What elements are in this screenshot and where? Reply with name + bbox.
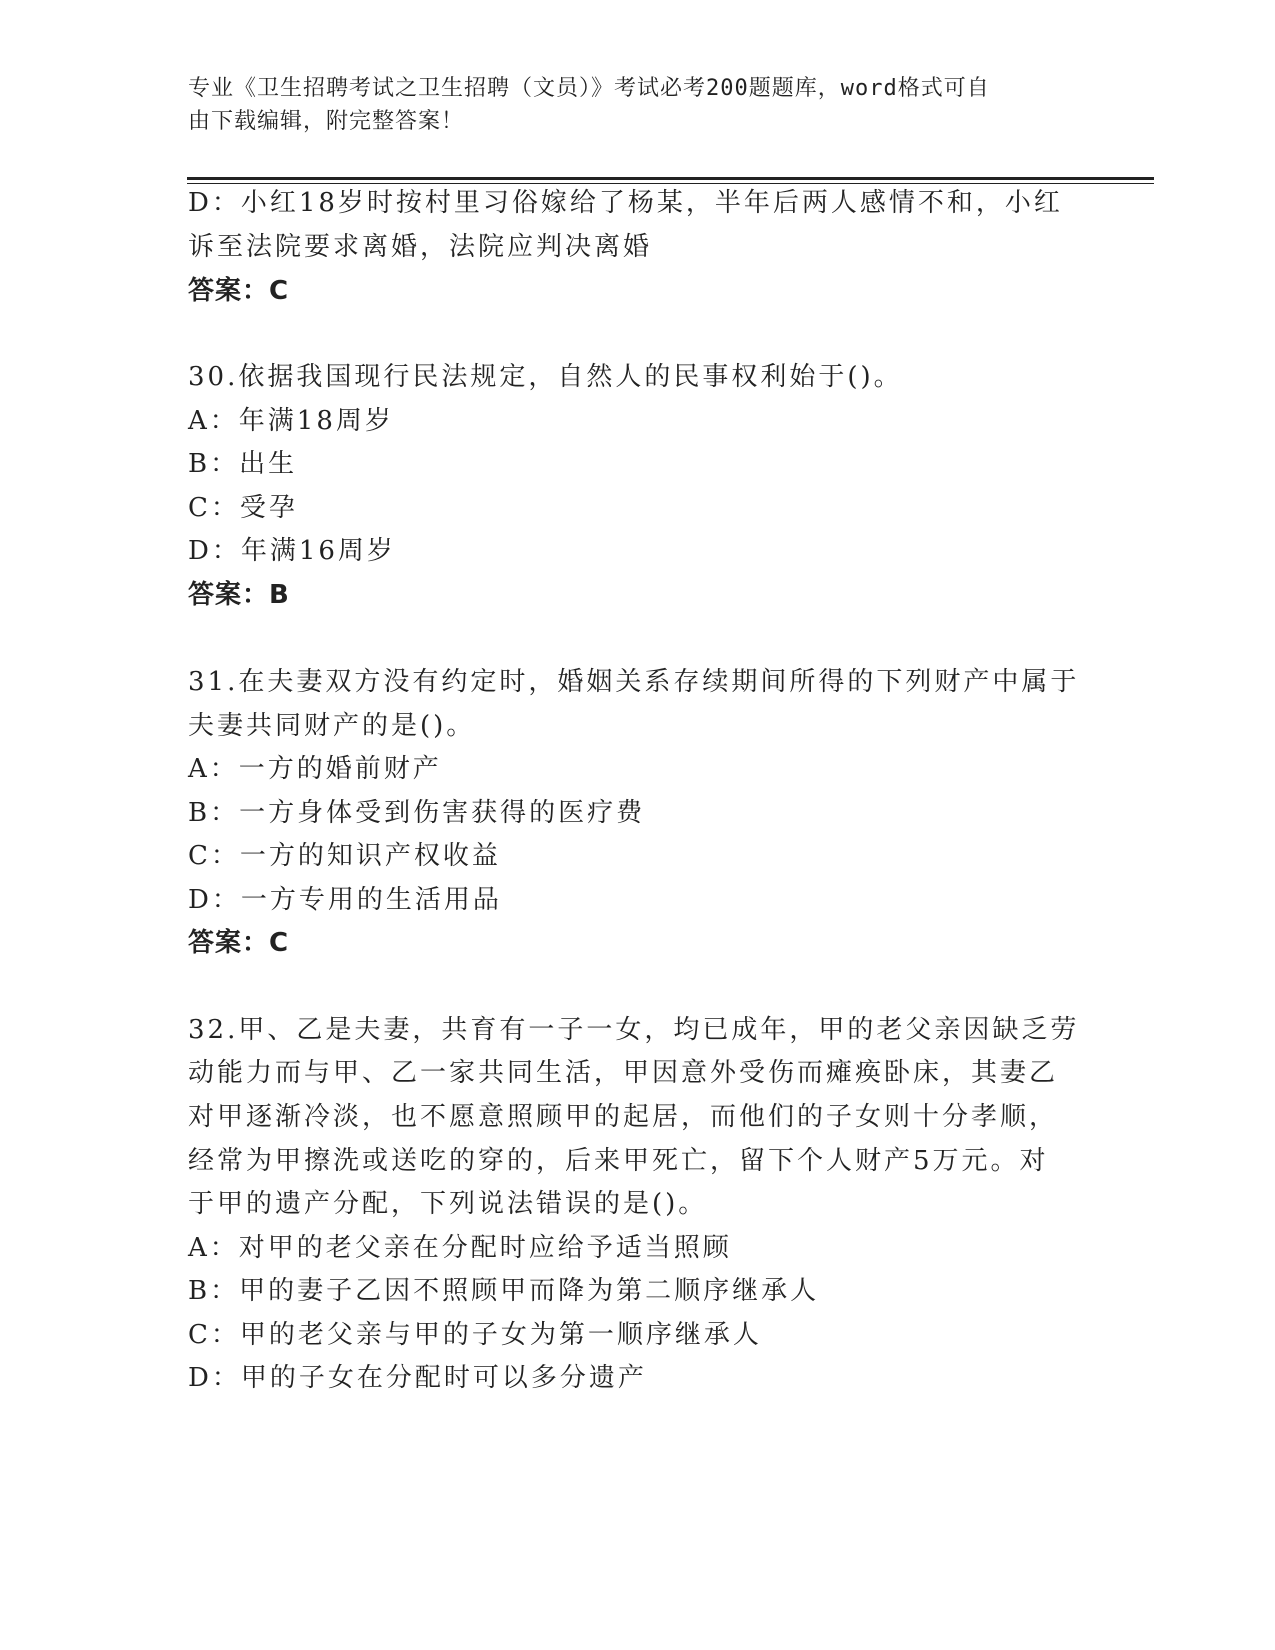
q30-option-a: A：年满18周岁 xyxy=(188,406,394,436)
q29-option-d-line-2: 诉至法院要求离婚，法院应判决离婚 xyxy=(188,232,653,262)
q31-question-line-2: 夫妻共同财产的是()。 xyxy=(188,711,476,741)
q32-question-line-4: 经常为甲擦洗或送吃的穿的，后来甲死亡，留下个人财产5万元。对 xyxy=(188,1146,1049,1176)
q32-question-line-5: 于甲的遗产分配，下列说法错误的是()。 xyxy=(188,1189,708,1219)
q32-option-d: D：甲的子女在分配时可以多分遗产 xyxy=(188,1363,647,1393)
q31-option-a: A：一方的婚前财产 xyxy=(188,754,442,784)
q30-option-b: B：出生 xyxy=(188,449,298,479)
document-header xyxy=(188,72,1088,138)
header-line-1: 专业《卫生招聘考试之卫生招聘（文员）》考试必考200题题库，word格式可自 xyxy=(188,76,990,101)
q29-answer: 答案：C xyxy=(188,276,290,306)
q32-question-line-3: 对甲逐渐冷淡，也不愿意照顾甲的起居，而他们的子女则十分孝顺， xyxy=(188,1102,1059,1132)
q31-option-d: D：一方专用的生活用品 xyxy=(188,885,502,915)
header-line-2: 由下载编辑，附完整答案！ xyxy=(188,109,465,134)
q30-answer: 答案：B xyxy=(188,580,290,610)
q31-option-c: C：一方的知识产权收益 xyxy=(188,841,501,871)
q32-option-c: C：甲的老父亲与甲的子女为第一顺序继承人 xyxy=(188,1320,762,1350)
q30-question: 30.依据我国现行民法规定，自然人的民事权利始于()。 xyxy=(188,362,903,392)
q30-option-c: C：受孕 xyxy=(188,493,298,523)
q29-option-d-line-1: D：小红18岁时按村里习俗嫁给了杨某，半年后两人感情不和，小红 xyxy=(188,188,1063,218)
q31-answer: 答案：C xyxy=(188,928,290,958)
header-divider-thin xyxy=(187,183,1154,184)
q31-question-line-1: 31.在夫妻双方没有约定时，婚姻关系存续期间所得的下列财产中属于 xyxy=(188,667,1080,697)
q32-question-line-1: 32.甲、乙是夫妻，共育有一子一女，均已成年，甲的老父亲因缺乏劳 xyxy=(188,1015,1080,1045)
q31-option-b: B：一方身体受到伤害获得的医疗费 xyxy=(188,798,646,828)
q32-question-line-2: 动能力而与甲、乙一家共同生活，甲因意外受伤而瘫痪卧床，其妻乙 xyxy=(188,1058,1059,1088)
header-divider-thick xyxy=(187,177,1154,180)
q32-option-a: A：对甲的老父亲在分配时应给予适当照顾 xyxy=(188,1233,732,1263)
q32-option-b: B：甲的妻子乙因不照顾甲而降为第二顺序继承人 xyxy=(188,1276,820,1306)
q30-option-d: D：年满16周岁 xyxy=(188,536,396,566)
